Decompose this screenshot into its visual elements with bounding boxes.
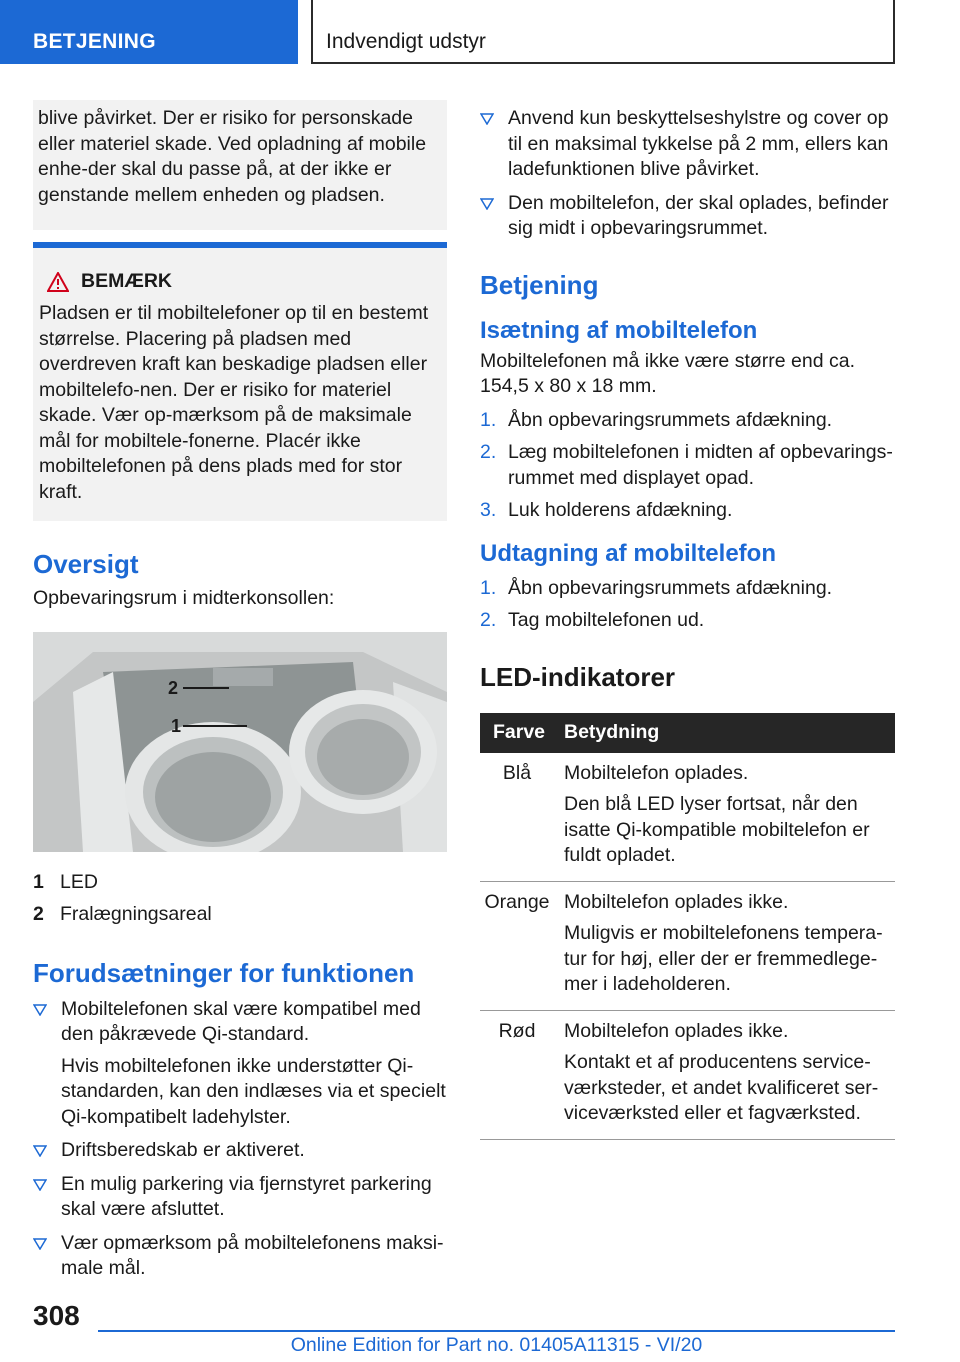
step-item (480, 608, 895, 634)
cell-farve: Rød (480, 1010, 558, 1139)
step-text: Luk holderens afdækning. (508, 499, 733, 521)
list-item-text: Vær opmærksom på mobiltelefonens maksi‐male mål. (61, 1231, 444, 1279)
image-legend (33, 866, 447, 930)
cell-main-text: Mobiltelefon oplades. (564, 761, 749, 784)
legend-label: Fralægningsareal (60, 902, 212, 925)
callout-2: 2 (168, 677, 179, 698)
column-header-betydning: Betydning (558, 713, 895, 753)
list-item (33, 1231, 447, 1282)
isaetning-heading: Isætning af mobiltelefon (480, 316, 758, 344)
warning-box (33, 242, 447, 521)
triangle-bullet-icon (33, 1004, 47, 1016)
forudsaetninger-heading: Forudsætninger for funktionen (33, 957, 415, 988)
list-item-text: Den mobiltelefon, der skal oplades, befinder sig midt i opbevaringsrummet. (508, 191, 889, 239)
requirements-list (33, 997, 447, 1282)
list-item-text: Driftsberedskab er aktiveret. (61, 1139, 305, 1161)
led-table (480, 713, 895, 1140)
led-heading: LED-indikatorer (480, 661, 676, 692)
step-number: 3. (480, 499, 497, 521)
list-item-text: Mobiltelefonen skal være kompatibel med den påkrævede Qi-standard. (61, 997, 421, 1045)
legend-label: LED (60, 870, 98, 893)
intro-box (33, 100, 447, 230)
step-number: 2. (480, 609, 497, 631)
right-column (480, 100, 895, 1140)
list-item (480, 191, 895, 242)
list-item (33, 1138, 447, 1164)
list-item (33, 1172, 447, 1223)
oversigt-heading: Oversigt (33, 549, 139, 579)
step-number: 1. (480, 408, 497, 431)
cell-main-text: Mobiltelefon oplades ikke. (564, 1019, 789, 1042)
legend-number: 2 (33, 902, 44, 925)
step-item (480, 498, 895, 524)
step-number: 2. (480, 441, 497, 463)
step-text: Læg mobiltelefonen i midten af opbevarings‐rummet med displayet opad. (508, 441, 893, 489)
intro-text: blive påvirket. Der er risiko for personskade eller materiel skade. Ved opladning af mobile enhe‐der skal du passe på, at der ikke er genstande mellem enheden og pladsen. (38, 107, 427, 206)
step-text: Tag mobiltelefonen ud. (508, 609, 705, 631)
column-header-farve: Farve (480, 713, 558, 753)
legend-item (33, 898, 447, 930)
step-number: 1. (480, 576, 497, 599)
legend-item (33, 866, 447, 898)
cell-main-text: Mobiltelefon oplades ikke. (564, 890, 789, 913)
warning-header (39, 270, 439, 293)
list-item-text: En mulig parkering via fjernstyret parkering skal være afsluttet. (61, 1172, 432, 1220)
udtagning-heading: Udtagning af mobiltelefon (480, 539, 776, 567)
triangle-bullet-icon (33, 1179, 47, 1191)
triangle-bullet-icon (480, 198, 494, 210)
cell-betydning (558, 1010, 895, 1139)
cell-farve: Blå (480, 753, 558, 882)
triangle-bullet-icon (480, 113, 494, 125)
cell-betydning (558, 753, 895, 882)
legend-number: 1 (33, 870, 44, 893)
cell-betydning (558, 881, 895, 1010)
step-text: Åbn opbevaringsrummets afdækning. (508, 408, 833, 431)
requirements-list-continued (480, 106, 895, 242)
triangle-bullet-icon (33, 1238, 47, 1250)
list-item (480, 106, 895, 183)
footer-edition: Online Edition for Part no. 01405A11315 - VI/20 (290, 1334, 703, 1356)
left-column (33, 100, 447, 1290)
udtagning-steps (480, 576, 895, 634)
isaetning-text: Mobiltelefonen må ikke være større end ca. 154,5 x 80 x 18 mm. (480, 349, 855, 397)
isaetning-steps (480, 408, 895, 524)
list-item-text: Anvend kun beskyttelseshylstre og cover op til en maksimal tykkelse på 2 mm, ellers kan ladefunktionen blive påvirket. (508, 107, 889, 180)
warning-triangle-icon (47, 272, 69, 292)
table-row (480, 753, 895, 882)
chapter-title: Indvendigt udstyr (311, 0, 895, 64)
cell-sub-text: Muligvis er mobiltelefonens tempera‐tur for høj, eller der er fremmedlege‐mer i ladeholderen. (564, 922, 883, 995)
oversigt-text: Opbevaringsrum i midterkonsollen: (33, 587, 335, 609)
list-item-subtext: Hvis mobiltelefonen ikke understøtter Qi-standarden, kan den indlæses via et specielt Qi-kompatibelt ladehylster. (61, 1054, 446, 1128)
cell-sub-text: Kontakt et af producentens service‐værksteder, et andet kvalificeret ser‐viceværksted eller et fagværksted. (564, 1051, 879, 1124)
cell-farve: Orange (480, 881, 558, 1010)
console-illustration (33, 632, 447, 852)
table-row (480, 1010, 895, 1139)
cell-sub-text: Den blå LED lyser fortsat, når den isatte Qi-kompatible mobiltelefon er fuldt opladet. (564, 793, 870, 866)
section-tab: BETJENING (0, 0, 298, 64)
step-text: Åbn opbevaringsrummets afdækning. (508, 576, 833, 599)
table-row (480, 881, 895, 1010)
step-item (480, 576, 895, 602)
table-header-row (480, 713, 895, 753)
step-item (480, 408, 895, 434)
warning-title: BEMÆRK (81, 270, 172, 292)
page-number: 308 (33, 1300, 80, 1331)
warning-text: Pladsen er til mobiltelefoner op til en bestemt størrelse. Placering på pladsen med overdreven kraft kan beskadige pladsen eller mobiltelefo‐nen. Der er risiko for materiel skade. Vær op‐mærksom på de maksimale mål for mobiltele‐fonerne. Placér ikke mobiltelefonen på dens plads med for stor kraft. (39, 302, 429, 503)
triangle-bullet-icon (33, 1145, 47, 1157)
step-item (480, 440, 895, 491)
list-item (33, 997, 447, 1131)
betjening-heading: Betjening (480, 269, 599, 300)
console-photo (33, 632, 447, 852)
footer-divider (98, 1330, 895, 1332)
callout-1: 1 (171, 715, 182, 736)
